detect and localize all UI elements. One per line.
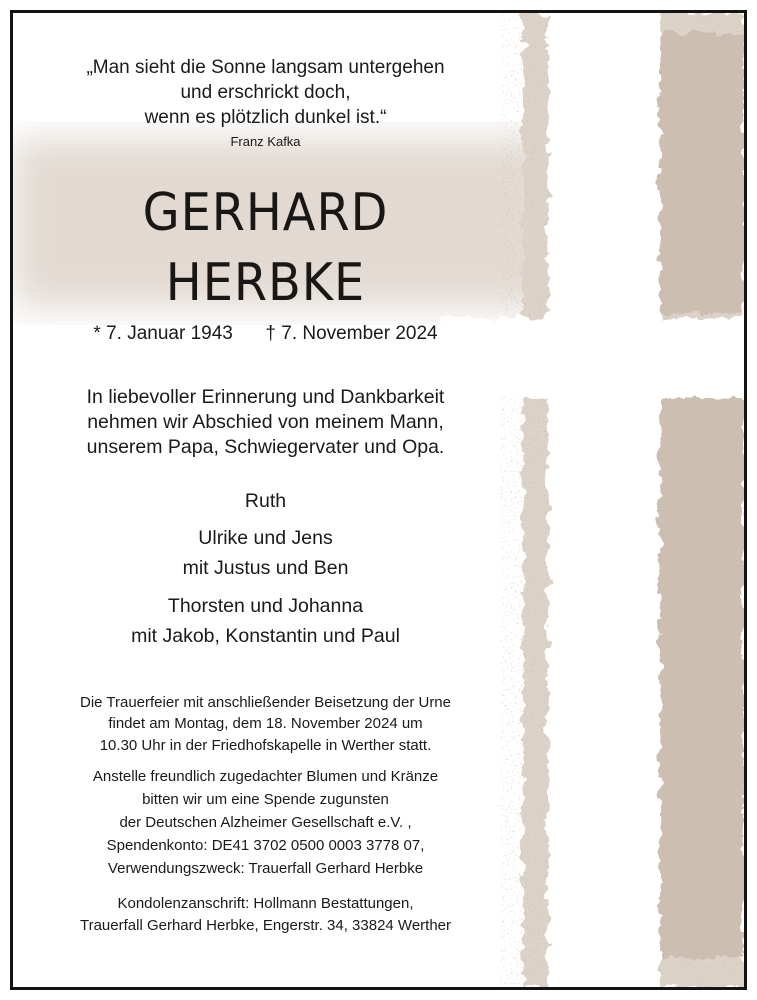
condolence-line: Kondolenzanschrift: Hollmann Bestattungen, bbox=[117, 895, 414, 912]
service-line: 10.30 Uhr in der Friedhofskapelle in Werther statt. bbox=[99, 737, 432, 754]
quote-line: wenn es plötzlich dunkel ist.“ bbox=[144, 107, 387, 128]
message-line: unserem Papa, Schwiegervater und Opa. bbox=[86, 436, 445, 458]
family-member: Ruth bbox=[244, 490, 287, 512]
family-member: mit Justus und Ben bbox=[182, 557, 349, 579]
family-member: Thorsten und Johanna bbox=[167, 595, 364, 617]
donation-line: Anstelle freundlich zugedachter Blumen und Kränze bbox=[92, 768, 439, 785]
donation-line: Spendenkonto: DE41 3702 0500 0003 3778 07, bbox=[106, 837, 425, 854]
quote-line: und erschrickt doch, bbox=[180, 82, 351, 103]
quote-author: Franz Kafka bbox=[230, 134, 301, 149]
obituary-card bbox=[10, 10, 747, 990]
quote-line: „Man sieht die Sonne langsam untergehen bbox=[86, 57, 445, 78]
deceased-first-name: GERHARD bbox=[142, 183, 389, 243]
birth-date: * 7. Januar 1943 bbox=[93, 323, 233, 344]
donation-line: Verwendungszweck: Trauerfall Gerhard Herbke bbox=[107, 860, 424, 877]
life-dates bbox=[13, 323, 518, 345]
text-column bbox=[13, 13, 518, 987]
condolence-line: Trauerfall Gerhard Herbke, Engerstr. 34, 33824 Werther bbox=[79, 917, 451, 934]
donation-line: der Deutschen Alzheimer Gesellschaft e.V. , bbox=[119, 814, 412, 831]
death-date: † 7. November 2024 bbox=[265, 323, 438, 344]
message-line: In liebevoller Erinnerung und Dankbarkeit bbox=[86, 386, 445, 408]
family-member: mit Jakob, Konstantin und Paul bbox=[131, 625, 400, 647]
service-line: findet am Montag, dem 18. November 2024 um bbox=[108, 715, 423, 732]
family-member: Ulrike und Jens bbox=[198, 527, 333, 549]
service-line: Die Trauerfeier mit anschließender Beisetzung der Urne bbox=[79, 694, 451, 711]
donation-line: bitten wir um eine Spende zugunsten bbox=[142, 791, 389, 808]
deceased-last-name: HERBKE bbox=[165, 253, 366, 313]
message-line: nehmen wir Abschied von meinem Mann, bbox=[87, 411, 444, 433]
